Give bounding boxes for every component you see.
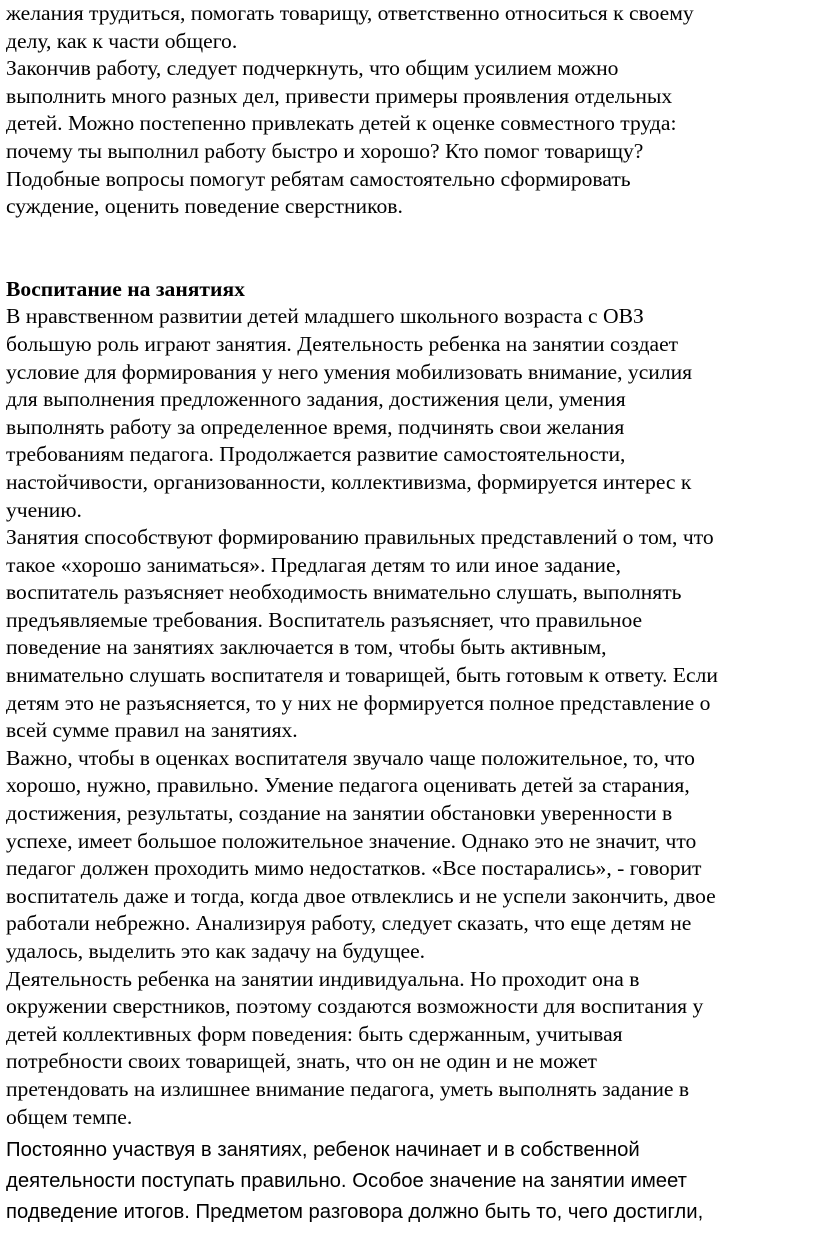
text-line: настойчивости, организованности, коллективизма, формируется интерес к <box>6 469 692 494</box>
text-line: внимательно слушать воспитателя и товарищей, быть готовым к ответу. Если <box>6 663 718 688</box>
text-line: Закончив работу, следует подчеркнуть, что общим усилием можно <box>6 56 619 81</box>
intro-paragraphs <box>6 0 810 221</box>
text-line: Занятия способствуют формированию правильных представлений о том, что <box>6 525 714 550</box>
text-line: детей коллективных форм поведения: быть сдержанным, учитывая <box>6 1021 623 1046</box>
text-line: удалось, выделить это как задачу на будущее. <box>6 939 426 963</box>
text-line: желания трудиться, помогать товарищу, ответственно относиться к своему <box>6 1 694 25</box>
text-line: выполнять работу за определенное время, подчинять свои желания <box>6 414 625 439</box>
text-line: Подобные вопросы помогут ребятам самостоятельно сформировать <box>6 166 631 191</box>
section-paragraphs <box>6 303 810 1131</box>
text-line: большую роль играют занятия. Деятельность ребенка на занятии создает <box>6 331 679 356</box>
text-line: поведение на занятиях заключается в том, чтобы быть активным, <box>6 635 607 660</box>
text-line: педагог должен проходить мимо недостатков. «Все постарались», - говорит <box>6 856 702 881</box>
text-line: В нравственном развитии детей младшего школьного возраста с ОВЗ <box>6 304 644 329</box>
text-line: претендовать на излишнее внимание педагога, уметь выполнять задание в <box>6 1076 690 1101</box>
text-line: работали небрежно. Анализируя работу, следует сказать, что еще детям не <box>6 911 692 936</box>
text-line: делу, как к части общего. <box>6 28 238 53</box>
text-line: детям это не разъясняется, то у них не формируется полное представление о <box>6 690 711 715</box>
tail-paragraph <box>6 1135 810 1228</box>
text-line: хорошо, нужно, правильно. Умение педагога оценивать детей за старания, <box>6 773 690 798</box>
text-line: такое «хорошо заниматься». Предлагая детям то или иное задание, <box>6 552 621 577</box>
text-line: деятельности поступать правильно. Особое значение на занятии имеет <box>6 1170 687 1193</box>
section-heading: Воспитание на занятиях <box>6 276 245 301</box>
text-line: выполнить много разных дел, привести примеры проявления отдельных <box>6 83 673 108</box>
text-line: условие для формирования у него умения мобилизовать внимание, усилия <box>6 359 693 384</box>
text-line: суждение, оценить поведение сверстников. <box>6 194 403 219</box>
text-line: подведение итогов. Предметом разговора должно быть то, чего достигли, <box>6 1201 704 1224</box>
text-line: требованиям педагога. Продолжается развитие самостоятельности, <box>6 442 626 467</box>
text-line: Деятельность ребенка на занятии индивидуальна. Но проходит она в <box>6 966 640 991</box>
paragraph-gap <box>6 221 810 276</box>
text-line: детей. Можно постепенно привлекать детей к оценке совместного труда: <box>6 111 677 136</box>
text-line: Постоянно участвуя в занятиях, ребенок начинает и в собственной <box>6 1139 640 1162</box>
text-line: для выполнения предложенного задания, достижения цели, умения <box>6 387 626 412</box>
text-line: общем темпе. <box>6 1104 133 1129</box>
text-line: успехе, имеет большое положительное значение. Однако это не значит, что <box>6 828 697 853</box>
text-line: окружении сверстников, поэтому создаются возможности для воспитания у <box>6 994 704 1019</box>
text-line: потребности своих товарищей, знать, что он не один и не может <box>6 1049 597 1074</box>
text-line: воспитатель разъясняет необходимость внимательно слушать, выполнять <box>6 580 682 605</box>
text-line: Важно, чтобы в оценках воспитателя звучало чаще положительное, то, что <box>6 745 695 770</box>
text-line: достижения, результаты, создание на занятии обстановки уверенности в <box>6 801 673 826</box>
text-line: воспитатель даже и тогда, когда двое отвлеклись и не успели закончить, двое <box>6 883 716 908</box>
text-line: почему ты выполнил работу быстро и хорошо? Кто помог товарищу? <box>6 138 644 163</box>
text-line: предъявляемые требования. Воспитатель разъясняет, что правильное <box>6 607 643 632</box>
text-line: всей сумме правил на занятиях. <box>6 718 298 743</box>
text-line: учению. <box>6 497 82 522</box>
